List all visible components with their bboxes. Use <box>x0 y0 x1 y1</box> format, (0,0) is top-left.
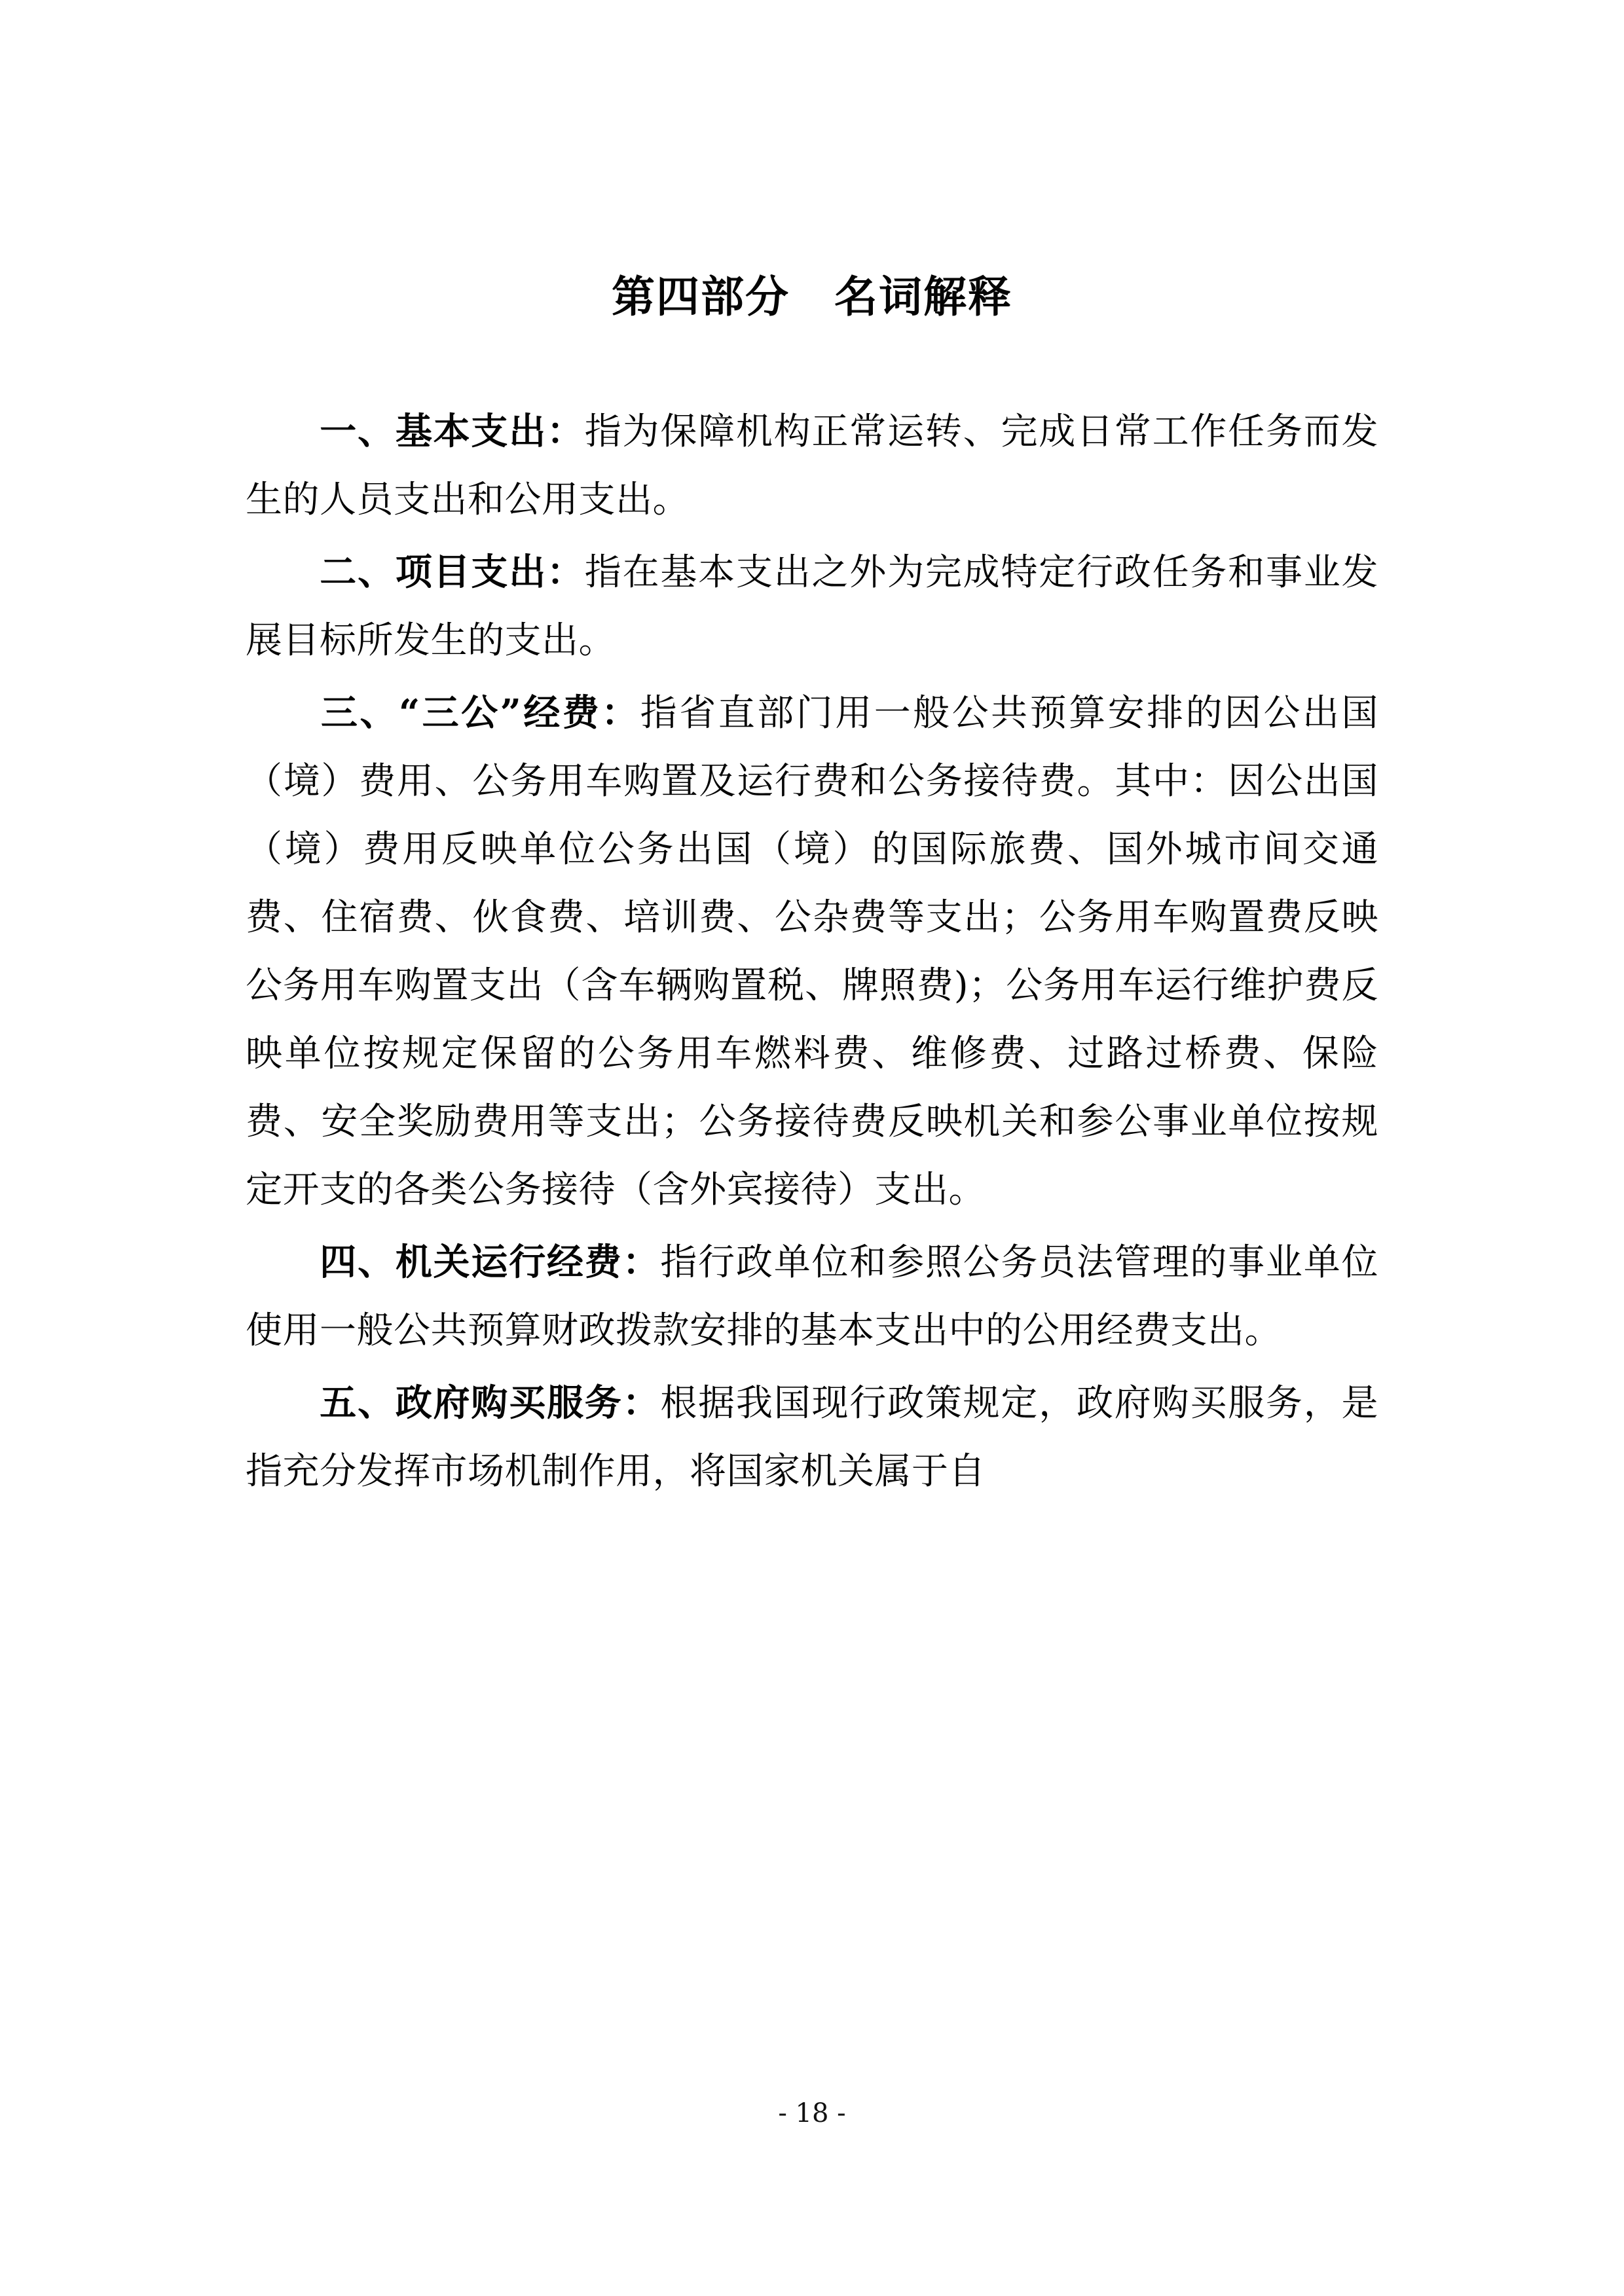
paragraph-heading-2: 二、项目支出： <box>319 551 585 594</box>
paragraph-body-5: 根据我国现行政策规定，政府购买服务，是指充分发挥市场机制作用，将国家机关属于自 <box>246 1382 1379 1493</box>
paragraph-item-1 <box>246 397 1378 534</box>
paragraph-item-4 <box>246 1228 1378 1365</box>
paragraph-item-5 <box>246 1369 1378 1506</box>
paragraph-body-3: 指省直部门用一般公共预算安排的因公出国（境）费用、公务用车购置及运行费和公务接待费。其中：因公出国（境）费用反映单位公务出国（境）的国际旅费、国外城市间交通费、住宿费、伙食费、培训费、公杂费等支出；公务用车购置费反映公务用车购置支出（含车辆购置税、牌照费)；公务用车运行维护费反映单位按规定保留的公务用车燃料费、维修费、过路过桥费、保险费、安全奖励费用等支出；公务接待费反映机关和参公事业单位按规定开支的各类公务接待（含外宾接待）支出。 <box>246 692 1379 1211</box>
paragraph-heading-3: 三、“三公”经费： <box>319 691 640 735</box>
document-body <box>246 262 1378 1510</box>
paragraph-body-1: 指为保障机构正常运转、完成日常工作任务而发生的人员支出和公用支出。 <box>246 410 1379 521</box>
page-number: - 18 - <box>778 2098 846 2128</box>
paragraph-heading-4: 四、机关运行经费： <box>319 1241 661 1284</box>
paragraph-item-3 <box>246 679 1378 1224</box>
paragraph-item-2 <box>246 538 1378 675</box>
paragraph-heading-5: 五、政府购买服务： <box>319 1381 661 1425</box>
paragraph-heading-1: 一、基本支出： <box>319 410 585 453</box>
paragraph-body-4: 指行政单位和参照公务员法管理的事业单位使用一般公共预算财政拨款安排的基本支出中的公用经费支出。 <box>246 1241 1379 1352</box>
page-title: 第四部分 名词解释 <box>612 271 1012 322</box>
paragraph-body-2: 指在基本支出之外为完成特定行政任务和事业发展目标所发生的支出。 <box>246 551 1379 662</box>
